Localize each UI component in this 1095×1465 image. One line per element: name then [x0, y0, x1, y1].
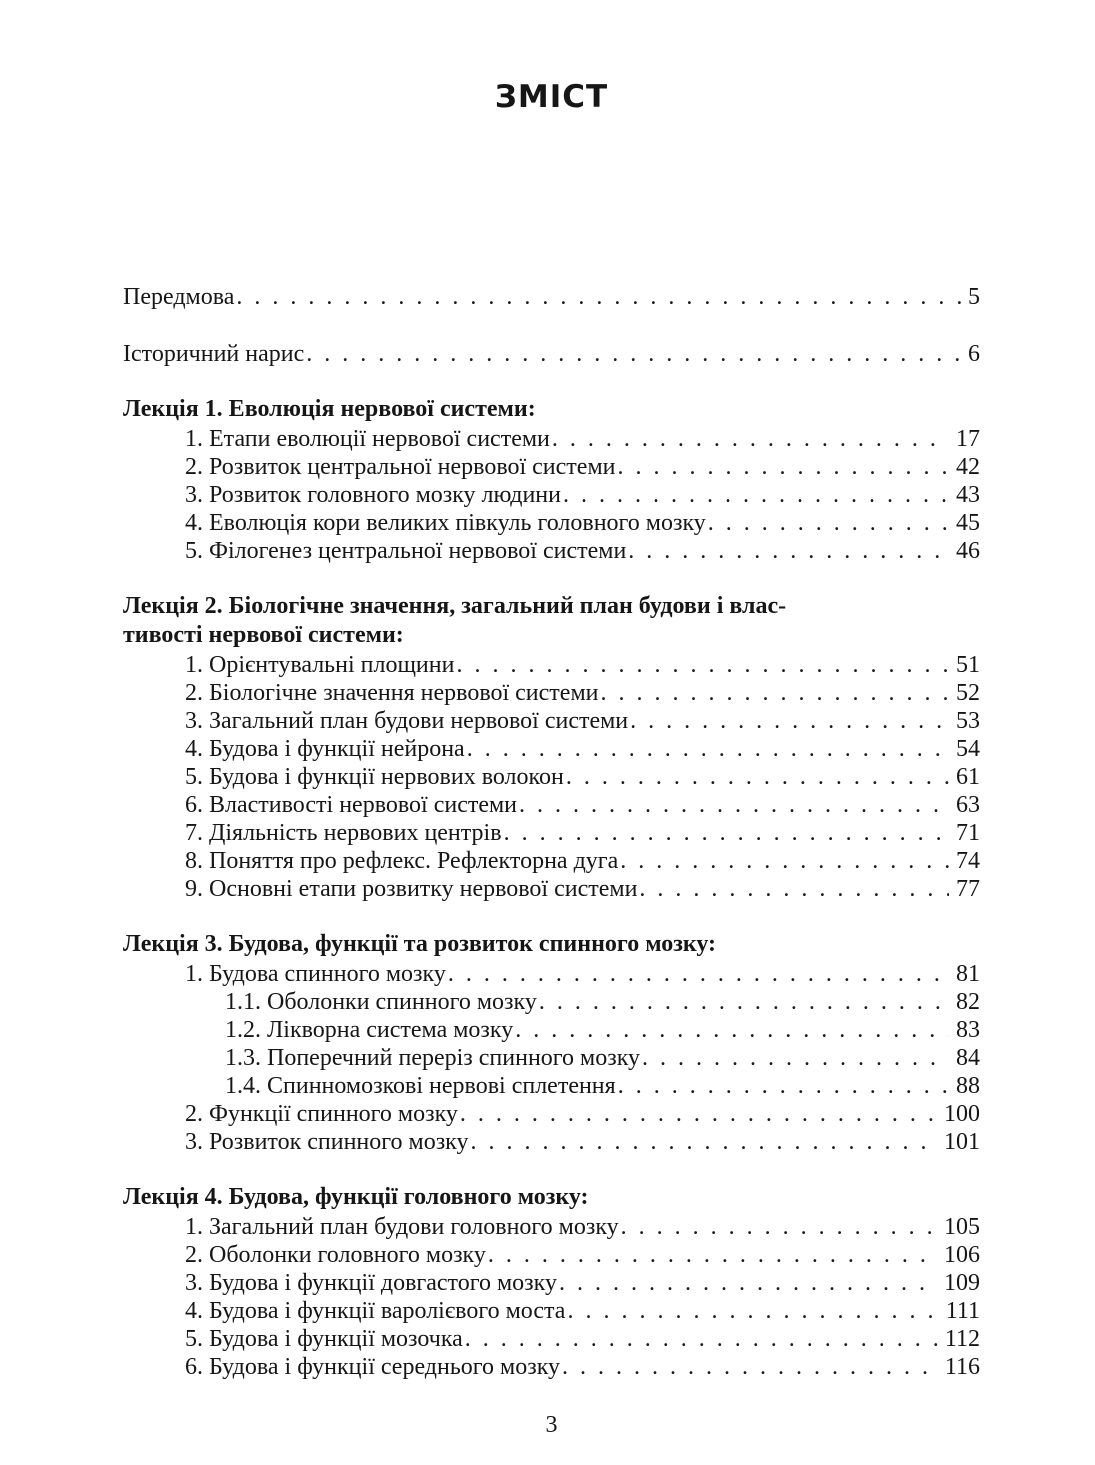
toc-entry-page: 100	[944, 1101, 980, 1127]
section-heading-line: Лекція 2. Біологічне значення, загальний план будови і влас-	[123, 593, 787, 619]
toc-entry-page: 52	[956, 680, 980, 706]
toc-entry-page: 6	[968, 341, 980, 367]
toc-entry-page: 53	[956, 708, 980, 734]
toc-entry	[123, 1353, 980, 1381]
page-number: 3	[545, 1412, 558, 1438]
dot-leader	[598, 679, 949, 707]
toc-entry-label: 1.3. Поперечний переріз спинного мозку	[225, 1045, 641, 1071]
dot-leader	[626, 537, 949, 565]
toc-entry	[123, 1128, 980, 1156]
dot-leader	[458, 1100, 937, 1128]
dot-leader	[502, 819, 949, 847]
toc-entry-label: 4. Еволюція кори великих півкуль головного мозку	[185, 510, 706, 536]
toc-entry-page: 5	[968, 284, 980, 310]
toc-entry-page: 106	[944, 1242, 980, 1268]
toc-entry	[123, 537, 980, 565]
toc-entry-page: 88	[956, 1073, 980, 1099]
toc-entry-page: 105	[944, 1214, 980, 1240]
toc-entry-label: 3. Загальний план будови нервової системи	[185, 708, 629, 734]
dot-leader	[465, 735, 949, 763]
toc-entry-page: 42	[956, 454, 980, 480]
toc-entry	[123, 819, 980, 847]
toc-entry-page: 82	[956, 989, 980, 1015]
dot-leader	[565, 1297, 938, 1325]
toc-entry	[123, 283, 980, 311]
toc-entry-page: 51	[956, 652, 980, 678]
dot-leader	[640, 1044, 949, 1072]
toc-entry	[123, 707, 980, 735]
page-title: ЗМІСТ	[494, 79, 609, 115]
toc-entry	[123, 679, 980, 707]
toc-entry-label: 1.1. Оболонки спинного мозку	[225, 989, 537, 1015]
toc-entry-page: 116	[944, 1354, 980, 1380]
toc-entry-label: 1. Орієнтувальні площини	[185, 652, 455, 678]
toc-entry-page: 74	[956, 848, 980, 874]
toc-entry-page: 45	[956, 510, 980, 536]
toc-entry	[123, 1213, 980, 1241]
toc-entry	[123, 763, 980, 791]
toc-entry-label: 4. Будова і функції нейрона	[185, 736, 465, 762]
toc-entry-label: 1.4. Спинномозкові нервові сплетення	[225, 1073, 616, 1099]
dot-leader	[446, 960, 949, 988]
toc-entry-page: 43	[956, 482, 980, 508]
section-heading	[123, 1183, 980, 1212]
toc-entry-page: 77	[956, 876, 980, 902]
toc-entry-page: 101	[944, 1129, 980, 1155]
toc-entry	[123, 791, 980, 819]
section-heading-line: Лекція 1. Еволюція нервової системи:	[123, 396, 536, 422]
toc-entry	[123, 960, 980, 988]
toc-entry-label: 2. Оболонки головного мозку	[185, 1242, 486, 1268]
toc-entry-label: 8. Поняття про рефлекс. Рефлекторна дуга	[185, 848, 619, 874]
toc-entry	[123, 340, 980, 368]
toc-entry	[123, 988, 980, 1016]
dot-leader	[616, 1072, 949, 1100]
dot-leader	[486, 1241, 937, 1269]
toc-entry	[123, 1269, 980, 1297]
toc-entry-label: 9. Основні етапи розвитку нервової системи	[185, 876, 638, 902]
toc-entry-page: 111	[945, 1298, 980, 1324]
dot-leader	[469, 1128, 938, 1156]
toc-entry-label: 3. Будова і функції довгастого мозку	[185, 1270, 557, 1296]
toc-entry-page: 71	[956, 820, 980, 846]
dot-leader	[615, 453, 949, 481]
toc-entry-label: 2. Функції спинного мозку	[185, 1101, 458, 1127]
toc-entry-page: 109	[944, 1270, 980, 1296]
dot-leader	[618, 847, 949, 875]
dot-leader	[561, 481, 949, 509]
toc-entry-page: 61	[956, 764, 980, 790]
toc-entry-label: 5. Будова і функції мозочка	[185, 1326, 463, 1352]
toc-entry-page: 46	[956, 538, 980, 564]
toc-entry-label: 1. Загальний план будови головного мозку	[185, 1214, 619, 1240]
toc-entry-label: 2. Розвиток центральної нервової системи	[185, 454, 616, 480]
toc-entry-label: 6. Будова і функції середнього мозку	[185, 1354, 561, 1380]
dot-leader	[304, 340, 961, 368]
toc-entry	[123, 651, 980, 679]
toc-entry	[123, 1325, 980, 1353]
toc-entry-label: Передмова	[123, 284, 235, 310]
toc-entry-label: 1. Будова спинного мозку	[185, 961, 446, 987]
toc-entry-label: 4. Будова і функції варолієвого моста	[185, 1298, 566, 1324]
toc-entry-page: 112	[944, 1326, 980, 1352]
toc-entry-label: 5. Будова і функції нервових волокон	[185, 764, 564, 790]
toc-entry-label: 3. Розвиток спинного мозку	[185, 1129, 469, 1155]
toc-entry	[123, 453, 980, 481]
toc-entry	[123, 481, 980, 509]
toc-entry	[123, 1016, 980, 1044]
section-heading	[123, 592, 980, 650]
dot-leader	[706, 509, 949, 537]
toc-entry-label: 7. Діяльність нервових центрів	[185, 820, 502, 846]
toc-entry	[123, 1072, 980, 1100]
dot-leader	[560, 1353, 938, 1381]
toc-entry-label: Історичний нарис	[123, 341, 305, 367]
section-heading	[123, 930, 980, 959]
toc-entry-label: 1.2. Лікворна система мозку	[225, 1017, 514, 1043]
dot-leader	[557, 1269, 937, 1297]
dot-leader	[564, 763, 949, 791]
toc-entry-page: 63	[956, 792, 980, 818]
toc-entry-label: 1. Етапи еволюції нервової системи	[185, 426, 550, 452]
toc-entry-page: 81	[956, 961, 980, 987]
dot-leader	[517, 791, 949, 819]
toc-entry-label: 5. Філогенез центральної нервової системи	[185, 538, 627, 564]
section-heading-line: Лекція 3. Будова, функції та розвиток спинного мозку:	[123, 931, 717, 957]
toc-entry	[123, 1241, 980, 1269]
toc-entry	[123, 847, 980, 875]
dot-leader	[234, 283, 961, 311]
toc-entry-page: 17	[956, 426, 980, 452]
toc-entry	[123, 875, 980, 903]
toc-entry-page: 84	[956, 1045, 980, 1071]
toc-entry	[123, 735, 980, 763]
toc-entry	[123, 1297, 980, 1325]
toc-entry-page: 54	[956, 736, 980, 762]
toc-entry	[123, 1044, 980, 1072]
toc-entry	[123, 509, 980, 537]
dot-leader	[628, 707, 949, 735]
dot-leader	[463, 1325, 938, 1353]
section-heading-line: Лекція 4. Будова, функції головного мозку:	[123, 1184, 589, 1210]
toc-entry-page: 83	[956, 1017, 980, 1043]
toc-entry	[123, 425, 980, 453]
dot-leader	[537, 988, 949, 1016]
toc-entry-label: 6. Властивості нервової системи	[185, 792, 518, 818]
dot-leader	[454, 651, 949, 679]
toc-entry-label: 3. Розвиток головного мозку людини	[185, 482, 561, 508]
toc-entry	[123, 1100, 980, 1128]
dot-leader	[513, 1016, 949, 1044]
section-heading	[123, 395, 980, 424]
toc-entry-label: 2. Біологічне значення нервової системи	[185, 680, 599, 706]
dot-leader	[619, 1213, 937, 1241]
dot-leader	[550, 425, 949, 453]
dot-leader	[637, 875, 949, 903]
section-heading-line: тивості нервової системи:	[123, 622, 404, 648]
